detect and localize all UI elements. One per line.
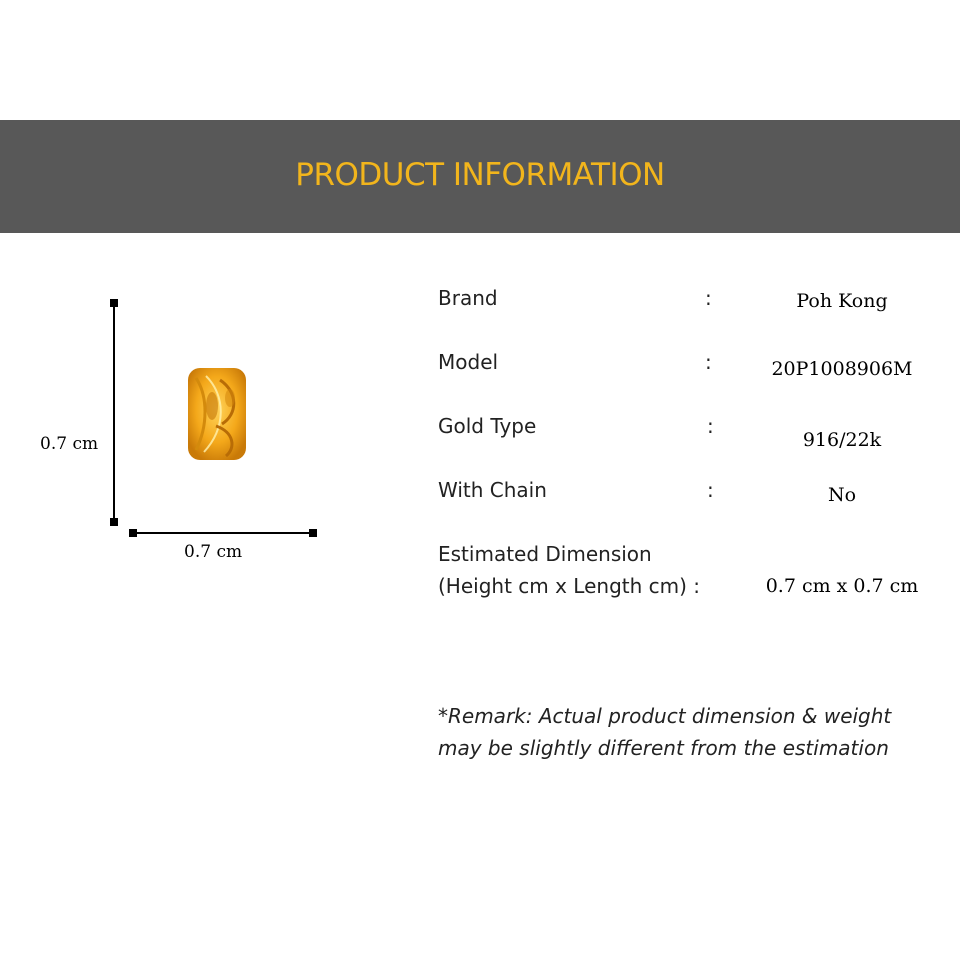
height-bottom-marker bbox=[110, 518, 118, 526]
spec-label: Model bbox=[438, 350, 499, 374]
height-label: 0.7 cm bbox=[40, 434, 99, 454]
spec-value: No bbox=[827, 484, 857, 506]
spec-value: 20P1008906M bbox=[771, 358, 913, 380]
product-image bbox=[186, 366, 248, 462]
spec-colon: : bbox=[705, 286, 712, 310]
spec-value: Poh Kong bbox=[796, 290, 888, 312]
height-top-marker bbox=[110, 299, 118, 307]
length-label: 0.7 cm bbox=[184, 542, 243, 562]
remark-line-1: *Remark: Actual product dimension & weight bbox=[438, 704, 892, 728]
spec-label: Brand bbox=[438, 286, 498, 310]
spec-colon: : bbox=[705, 350, 712, 374]
height-dimension-line bbox=[113, 304, 115, 522]
spec-value: 916/22k bbox=[802, 429, 882, 451]
remark-line-2: may be slightly different from the estimation bbox=[438, 736, 889, 760]
page-title: PRODUCT INFORMATION bbox=[295, 157, 665, 193]
spec-colon: : bbox=[707, 414, 714, 438]
spec-label: Gold Type bbox=[438, 414, 537, 438]
spec-colon: : bbox=[707, 478, 714, 502]
spec-label: Estimated Dimension bbox=[438, 542, 652, 566]
length-left-marker bbox=[129, 529, 137, 537]
length-right-marker bbox=[309, 529, 317, 537]
spec-label-sub: (Height cm x Length cm) : bbox=[438, 574, 701, 598]
length-dimension-line bbox=[133, 532, 314, 534]
spec-value: 0.7 cm x 0.7 cm bbox=[765, 575, 919, 597]
remark-note bbox=[438, 700, 948, 764]
spec-label: With Chain bbox=[438, 478, 547, 502]
